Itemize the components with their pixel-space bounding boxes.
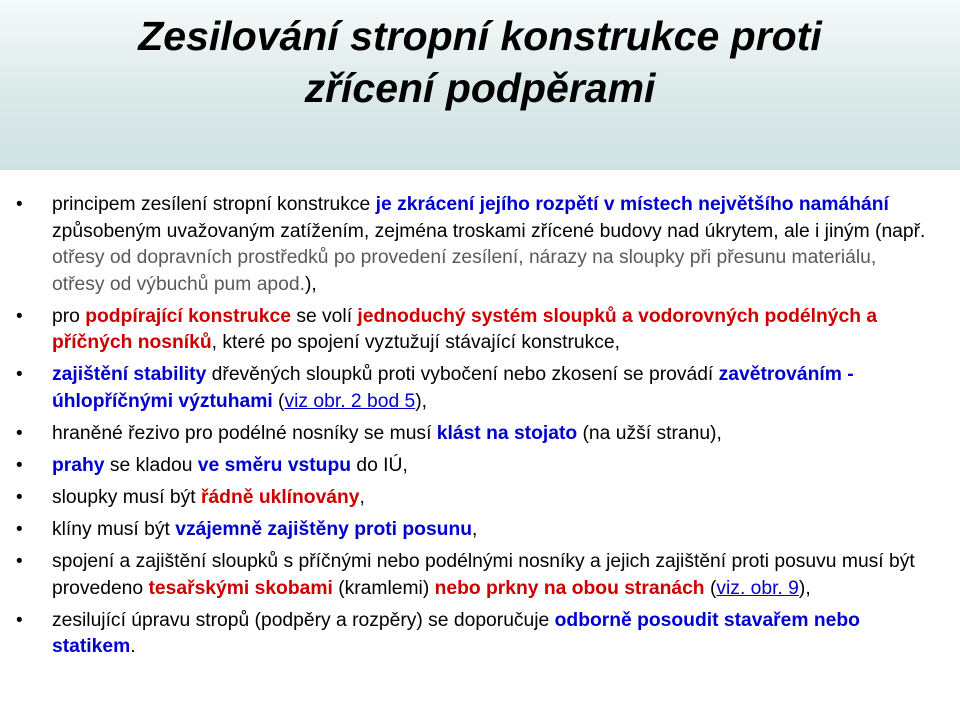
bullet-emphasis-blue: ve směru vstupu — [197, 454, 352, 476]
bullet-item-stability — [0, 362, 960, 415]
title-line-2: zřícení podpěrami — [304, 65, 656, 111]
bullet-emphasis-blue: je zkrácení jejího rozpětí v místech největšího namáhání — [375, 194, 889, 215]
bullet-list — [0, 192, 960, 661]
bullet-emphasis-blue: klást na stojato — [436, 422, 578, 444]
bullet-emphasis-red: jednoduchý systém sloupků a vodorovných podélných a příčných nosníků — [52, 305, 878, 354]
bullet-text: ), — [415, 390, 428, 412]
bullet-item-sills — [0, 453, 960, 480]
bullet-text: hraněné řezivo pro podélné nosníky se musí — [52, 422, 437, 444]
bullet-list-container — [0, 192, 960, 666]
bullet-text: (na užší stranu), — [577, 422, 722, 444]
figure-link-2[interactable]: viz obr. 2 bod 5 — [284, 390, 416, 412]
figure-link-9[interactable]: viz. obr. 9 — [716, 577, 799, 599]
bullet-emphasis-blue: vzájemně zajištěny proti posunu — [175, 519, 473, 541]
bullet-item-wedges — [0, 517, 960, 544]
bullet-text: pro — [52, 305, 86, 327]
bullet-text: , které po spojení vyztužují stávající konstrukce, — [211, 332, 620, 354]
bullet-text: spojení a zajištění sloupků s příčnými nebo podélnými nosníky a jejich zajištění proti posuvu musí být provedeno — [52, 551, 915, 599]
bullet-text: sloupky musí být — [52, 486, 201, 508]
bullet-text-gray: otřesy od dopravních prostředků po provedení zesílení, nárazy na sloupky při přesunu materiálu, otřesy od výbuchů pum apod. — [52, 247, 877, 295]
title-band — [0, 0, 960, 170]
bullet-text: . — [130, 636, 136, 658]
bullet-text: ), — [798, 577, 811, 599]
bullet-text: se volí — [290, 305, 358, 327]
bullet-text: způsobeným uvažovaným zatížením, zejména troskami zřícené budovy nad úkrytem, ale i jiným (např. — [52, 220, 926, 242]
bullet-text: do IÚ, — [351, 454, 408, 476]
bullet-text: principem zesílení stropní konstrukce — [52, 194, 376, 215]
bullet-text: ), — [304, 273, 317, 295]
bullet-emphasis-blue: prahy — [52, 454, 105, 476]
bullet-text: (kramlemi) — [332, 577, 435, 599]
bullet-text: , — [359, 486, 365, 508]
bullet-emphasis-red: řádně uklínovány — [200, 486, 360, 508]
bullet-text: se kladou — [104, 454, 198, 476]
bullet-item-assessment — [0, 608, 960, 661]
bullet-text: klíny musí být — [52, 519, 176, 541]
title-line-1: Zesilování stropní konstrukce proti — [138, 13, 822, 59]
bullet-item-posts — [0, 485, 960, 512]
bullet-text: ( — [272, 390, 285, 412]
bullet-item-support-structure — [0, 304, 960, 357]
bullet-emphasis-red: nebo prkny na obou stranách — [434, 577, 705, 599]
bullet-text: dřevěných sloupků proti vybočení nebo zkosení se provádí — [206, 364, 719, 386]
bullet-text: zesilující úpravu stropů (podpěry a rozpěry) se doporučuje — [52, 609, 555, 631]
bullet-text: , — [472, 519, 478, 541]
bullet-item-beams — [0, 421, 960, 448]
bullet-item-principle — [0, 192, 960, 298]
bullet-item-connections — [0, 549, 960, 602]
bullet-emphasis-blue: zavětrováním - úhlopříčnými výztuhami — [52, 364, 854, 412]
bullet-emphasis-red: podpírající konstrukce — [85, 305, 291, 327]
bullet-emphasis-blue: zajištění stability — [52, 364, 207, 386]
slide-title — [0, 10, 960, 114]
bullet-text: ( — [704, 577, 717, 599]
bullet-emphasis-blue: odborně posoudit stavařem nebo statikem — [52, 609, 860, 658]
bullet-emphasis-red: tesařskými skobami — [148, 577, 333, 599]
